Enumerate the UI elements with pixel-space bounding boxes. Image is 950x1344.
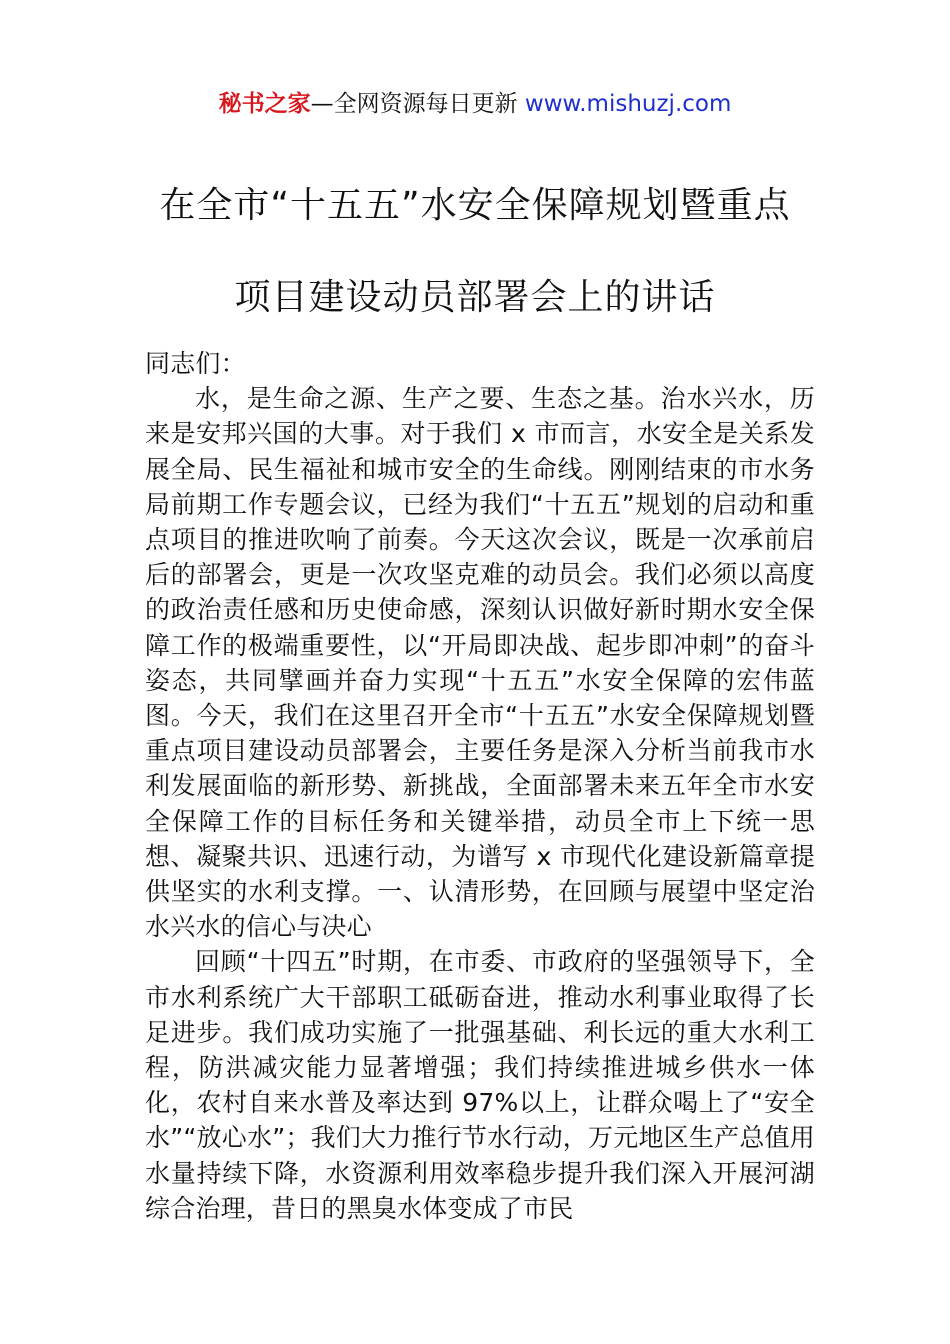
document-body [145, 346, 815, 1226]
title-line-2: 项目建设动员部署会上的讲话 [234, 277, 716, 318]
paragraph-1: 水，是生命之源、生产之要、生态之基。治水兴水，历来是安邦兴国的大事。对于我们 x 市而言，水安全是关系发展全局、民生福祉和城市安全的生命线。刚刚结束的市水务局前期工作专题会议，已经为我们“十五五”规划的启动和重点项目的推进吹响了前奏。今天这次会议，既是一次承前启后的部署会，更是一次攻坚克难的动员会。我们必须以高度的政治责任感和历史使命感，深刻认识做好新时期水安全保障工作的极端重要性，以“开局即决战、起步即冲刺”的奋斗姿态，共同擘画并奋力实现“十五五”水安全保障的宏伟蓝图。今天，我们在这里召开全市“十五五”水安全保障规划暨重点项目建设动员部署会，主要任务是深入分析当前我市水利发展面临的新形势、新挑战，全面部署未来五年全市水安全保障工作的目标任务和关键举措，动员全市上下统一思想、凝聚共识、迅速行动，为谱写 x 市现代化建设新篇章提供坚实的水利支撑。一、认清形势，在回顾与展望中坚定治水兴水的信心与决心 [145, 384, 815, 942]
title-line-1: 在全市“十五五”水安全保障规划暨重点 [159, 185, 791, 226]
site-brand: 秘书之家 [218, 91, 311, 117]
site-url-link[interactable]: www.mishuzj.com [524, 91, 732, 117]
site-header [0, 86, 950, 122]
paragraph-2: 回顾“十四五”时期，在市委、市政府的坚强领导下，全市水利系统广大干部职工砥砺奋进，推动水利事业取得了长足进步。我们成功实施了一批强基础、利长远的重大水利工程，防洪减灾能力显著增强；我们持续推进城乡供水一体化，农村自来水普及率达到 97%以上，让群众喝上了“安全水”“放心水”；我们大力推行节水行动，万元地区生产总值用水量持续下降，水资源利用效率稳步提升我们深入开展河湖综合治理，昔日的黑臭水体变成了市民 [145, 947, 815, 1223]
site-tagline: —全网资源每日更新 [310, 91, 525, 117]
document-title [0, 160, 950, 344]
salutation: 同志们： [145, 349, 246, 378]
